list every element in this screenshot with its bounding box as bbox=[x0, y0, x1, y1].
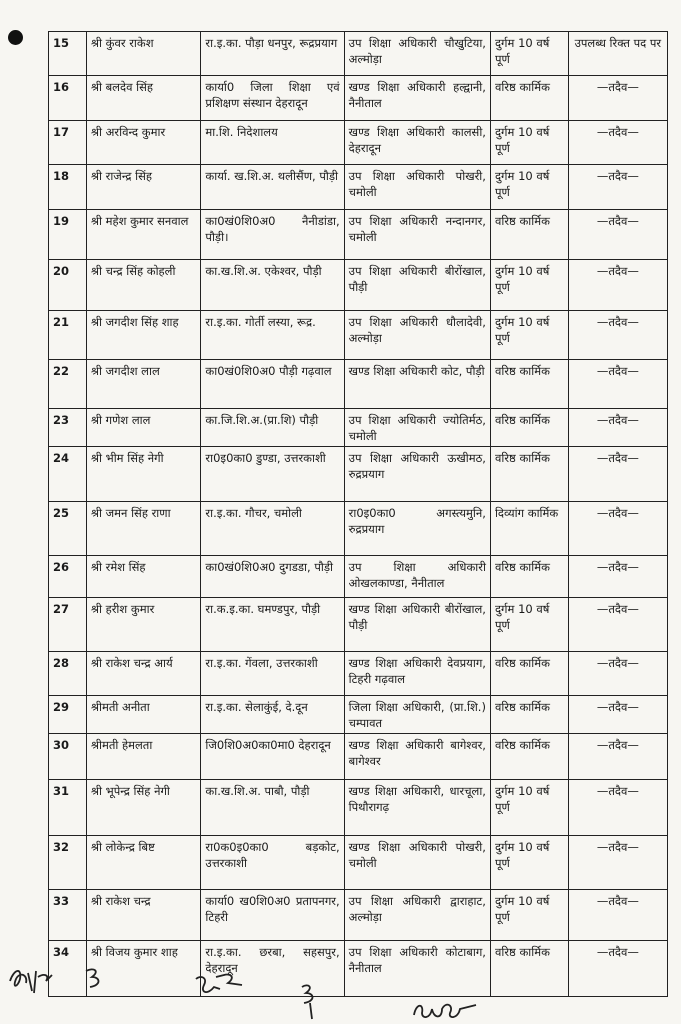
current-posting-cell: कार्या. ख.शि.अ. थलीसैंण, पौड़ी bbox=[201, 165, 344, 210]
serial-number-cell: 15 bbox=[49, 32, 87, 76]
officer-name-cell: श्री गणेश लाल bbox=[86, 409, 201, 447]
table-row bbox=[49, 409, 668, 447]
current-posting-cell: का.जि.शि.अ.(प्रा.शि) पौड़ी bbox=[201, 409, 344, 447]
current-posting-cell: रा.क.इ.का. घमण्डपुर, पौड़ी bbox=[201, 598, 344, 652]
serial-number-cell: 20 bbox=[49, 260, 87, 311]
table-row bbox=[49, 734, 668, 780]
table-row bbox=[49, 890, 668, 941]
category-cell: वरिष्ठ कार्मिक bbox=[490, 76, 568, 121]
remark-cell: —तदैव— bbox=[568, 890, 667, 941]
category-cell: दुर्गम 10 वर्ष पूर्ण bbox=[490, 890, 568, 941]
remark-cell: —तदैव— bbox=[568, 311, 667, 360]
category-cell: दुर्गम 10 वर्ष पूर्ण bbox=[490, 780, 568, 836]
category-cell: दुर्गम 10 वर्ष पूर्ण bbox=[490, 311, 568, 360]
table-row bbox=[49, 260, 668, 311]
remark-cell: —तदैव— bbox=[568, 121, 667, 165]
new-posting-cell: उप शिक्षा अधिकारी बीरोंखाल, पौड़ी bbox=[344, 260, 490, 311]
serial-number-cell: 21 bbox=[49, 311, 87, 360]
table-row bbox=[49, 836, 668, 890]
category-cell: दुर्गम 10 वर्ष पूर्ण bbox=[490, 32, 568, 76]
new-posting-cell: खण्ड शिक्षा अधिकारी बीरोंखाल, पौड़ी bbox=[344, 598, 490, 652]
serial-number-cell: 29 bbox=[49, 696, 87, 734]
current-posting-cell: का.ख.शि.अ. पाबौ, पौड़ी bbox=[201, 780, 344, 836]
category-cell: वरिष्ठ कार्मिक bbox=[490, 447, 568, 502]
category-cell: वरिष्ठ कार्मिक bbox=[490, 696, 568, 734]
current-posting-cell: कार्या0 ख0शि0अ0 प्रतापनगर, टिहरी bbox=[201, 890, 344, 941]
table-row bbox=[49, 556, 668, 598]
officer-name-cell: श्री भीम सिंह नेगी bbox=[86, 447, 201, 502]
remark-cell: उपलब्ध रिक्त पद पर bbox=[568, 32, 667, 76]
category-cell: वरिष्ठ कार्मिक bbox=[490, 941, 568, 997]
table-row bbox=[49, 502, 668, 556]
serial-number-cell: 18 bbox=[49, 165, 87, 210]
category-cell: दुर्गम 10 वर्ष पूर्ण bbox=[490, 165, 568, 210]
current-posting-cell: रा.इ.का. सेलाकुंई, दे.दून bbox=[201, 696, 344, 734]
remark-cell: —तदैव— bbox=[568, 556, 667, 598]
serial-number-cell: 19 bbox=[49, 210, 87, 260]
signature-area bbox=[0, 955, 681, 1024]
signature-1 bbox=[6, 961, 76, 1001]
table-row bbox=[49, 32, 668, 76]
category-cell: वरिष्ठ कार्मिक bbox=[490, 556, 568, 598]
category-cell: वरिष्ठ कार्मिक bbox=[490, 360, 568, 409]
officer-name-cell: श्री कुंवर राकेश bbox=[86, 32, 201, 76]
serial-number-cell: 22 bbox=[49, 360, 87, 409]
officer-name-cell: श्री राकेश चन्द्र आर्य bbox=[86, 652, 201, 696]
serial-number-cell: 30 bbox=[49, 734, 87, 780]
new-posting-cell: खण्ड शिक्षा अधिकारी कोट, पौड़ी bbox=[344, 360, 490, 409]
signature-3 bbox=[190, 969, 250, 1003]
officer-name-cell: श्री बलदेव सिंह bbox=[86, 76, 201, 121]
current-posting-cell: रा.इ.का. पौड़ा धनपुर, रूद्रप्रयाग bbox=[201, 32, 344, 76]
current-posting-cell: रा.इ.का. गौचर, चमोली bbox=[201, 502, 344, 556]
new-posting-cell: खण्ड शिक्षा अधिकारी बागेश्वर, बागेश्वर bbox=[344, 734, 490, 780]
remark-cell: —तदैव— bbox=[568, 260, 667, 311]
officer-name-cell: श्री जगदीश सिंह शाह bbox=[86, 311, 201, 360]
officer-name-cell: श्री जगदीश लाल bbox=[86, 360, 201, 409]
serial-number-cell: 34 bbox=[49, 941, 87, 997]
current-posting-cell: जि0शि0अ0का0मा0 देहरादून bbox=[201, 734, 344, 780]
officer-name-cell: श्री भूपेन्द्र सिंह नेगी bbox=[86, 780, 201, 836]
table-row bbox=[49, 311, 668, 360]
new-posting-cell: खण्ड शिक्षा अधिकारी देवप्रयाग, टिहरी गढ़वाल bbox=[344, 652, 490, 696]
remark-cell: —तदैव— bbox=[568, 502, 667, 556]
table-row bbox=[49, 121, 668, 165]
category-cell: दिव्यांग कार्मिक bbox=[490, 502, 568, 556]
current-posting-cell: का0खं0शि0अ0 पौड़ी गढ़वाल bbox=[201, 360, 344, 409]
officer-name-cell: श्री चन्द्र सिंह कोहली bbox=[86, 260, 201, 311]
table-row bbox=[49, 696, 668, 734]
signature-2 bbox=[80, 963, 110, 993]
remark-cell: —तदैव— bbox=[568, 447, 667, 502]
new-posting-cell: जिला शिक्षा अधिकारी, (प्रा.शि.) चम्पावत bbox=[344, 696, 490, 734]
remark-cell: —तदैव— bbox=[568, 652, 667, 696]
serial-number-cell: 28 bbox=[49, 652, 87, 696]
current-posting-cell: रा.इ.का. गोर्ती लस्या, रूद्र. bbox=[201, 311, 344, 360]
new-posting-cell: उप शिक्षा अधिकारी चौखुटिया, अल्मोड़ा bbox=[344, 32, 490, 76]
table-row bbox=[49, 165, 668, 210]
table-row bbox=[49, 360, 668, 409]
officer-name-cell: श्री जमन सिंह राणा bbox=[86, 502, 201, 556]
new-posting-cell: खण्ड शिक्षा अधिकारी हल्द्वानी, नैनीताल bbox=[344, 76, 490, 121]
officer-name-cell: श्री हरीश कुमार bbox=[86, 598, 201, 652]
current-posting-cell: मा.शि. निदेशालय bbox=[201, 121, 344, 165]
current-posting-cell: रा.इ.का. गेंवला, उत्तरकाशी bbox=[201, 652, 344, 696]
current-posting-cell: का0खं0शि0अ0 नैनीडांडा, पौड़ी। bbox=[201, 210, 344, 260]
category-cell: दुर्गम 10 वर्ष पूर्ण bbox=[490, 260, 568, 311]
new-posting-cell: उप शिक्षा अधिकारी धौलादेवी, अल्मोड़ा bbox=[344, 311, 490, 360]
category-cell: दुर्गम 10 वर्ष पूर्ण bbox=[490, 598, 568, 652]
punch-hole bbox=[8, 30, 23, 45]
remark-cell: —तदैव— bbox=[568, 598, 667, 652]
table-row bbox=[49, 210, 668, 260]
officer-name-cell: श्री अरविन्द कुमार bbox=[86, 121, 201, 165]
serial-number-cell: 25 bbox=[49, 502, 87, 556]
officer-name-cell: श्री रमेश सिंह bbox=[86, 556, 201, 598]
officer-name-cell: श्री विजय कुमार शाह bbox=[86, 941, 201, 997]
serial-number-cell: 24 bbox=[49, 447, 87, 502]
category-cell: वरिष्ठ कार्मिक bbox=[490, 734, 568, 780]
current-posting-cell: का0खं0शि0अ0 दुगडडा, पौड़ी bbox=[201, 556, 344, 598]
new-posting-cell: खण्ड शिक्षा अधिकारी कालसी, देहरादून bbox=[344, 121, 490, 165]
new-posting-cell: उप शिक्षा अधिकारी नन्दानगर, चमोली bbox=[344, 210, 490, 260]
remark-cell: —तदैव— bbox=[568, 210, 667, 260]
new-posting-cell: उप शिक्षा अधिकारी ऊखीमठ, रुद्रप्रयाग bbox=[344, 447, 490, 502]
officer-name-cell: श्री महेश कुमार सनवाल bbox=[86, 210, 201, 260]
remark-cell: —तदैव— bbox=[568, 360, 667, 409]
serial-number-cell: 27 bbox=[49, 598, 87, 652]
serial-number-cell: 32 bbox=[49, 836, 87, 890]
remark-cell: —तदैव— bbox=[568, 165, 667, 210]
new-posting-cell: उप शिक्षा अधिकारी द्वाराहाट, अल्मोड़ा bbox=[344, 890, 490, 941]
new-posting-cell: उप शिक्षा अधिकारी कोटाबाग, नैनीताल bbox=[344, 941, 490, 997]
current-posting-cell: रा0इ0का0 डुण्डा, उत्तरकाशी bbox=[201, 447, 344, 502]
new-posting-cell: उप शिक्षा अधिकारी ओखलकाण्डा, नैनीताल bbox=[344, 556, 490, 598]
table-row bbox=[49, 598, 668, 652]
table-row bbox=[49, 447, 668, 502]
serial-number-cell: 26 bbox=[49, 556, 87, 598]
remark-cell: —तदैव— bbox=[568, 780, 667, 836]
category-cell: दुर्गम 10 वर्ष पूर्ण bbox=[490, 836, 568, 890]
serial-number-cell: 33 bbox=[49, 890, 87, 941]
current-posting-cell: का.ख.शि.अ. एकेश्वर, पौड़ी bbox=[201, 260, 344, 311]
remark-cell: —तदैव— bbox=[568, 836, 667, 890]
category-cell: दुर्गम 10 वर्ष पूर्ण bbox=[490, 121, 568, 165]
category-cell: वरिष्ठ कार्मिक bbox=[490, 210, 568, 260]
signature-4 bbox=[292, 981, 326, 1021]
serial-number-cell: 31 bbox=[49, 780, 87, 836]
signature-5 bbox=[410, 995, 480, 1024]
serial-number-cell: 16 bbox=[49, 76, 87, 121]
remark-cell: —तदैव— bbox=[568, 734, 667, 780]
remark-cell: —तदैव— bbox=[568, 941, 667, 997]
new-posting-cell: उप शिक्षा अधिकारी ज्योतिर्मठ, चमोली bbox=[344, 409, 490, 447]
officer-name-cell: श्री राकेश चन्द्र bbox=[86, 890, 201, 941]
officer-name-cell: श्रीमती हेमलता bbox=[86, 734, 201, 780]
category-cell: वरिष्ठ कार्मिक bbox=[490, 409, 568, 447]
officer-name-cell: श्री राजेन्द्र सिंह bbox=[86, 165, 201, 210]
new-posting-cell: उप शिक्षा अधिकारी पोखरी, चमोली bbox=[344, 165, 490, 210]
transfer-table bbox=[48, 31, 668, 997]
remark-cell: —तदैव— bbox=[568, 696, 667, 734]
new-posting-cell: खण्ड शिक्षा अधिकारी, धारचूला, पिथौरागढ़ bbox=[344, 780, 490, 836]
table-row bbox=[49, 780, 668, 836]
serial-number-cell: 17 bbox=[49, 121, 87, 165]
table-row bbox=[49, 76, 668, 121]
current-posting-cell: रा.इ.का. छरबा, सहसपुर, देहरादून bbox=[201, 941, 344, 997]
table-body bbox=[49, 32, 668, 997]
new-posting-cell: खण्ड शिक्षा अधिकारी पोखरी, चमोली bbox=[344, 836, 490, 890]
officer-name-cell: श्री लोकेन्द्र बिष्ट bbox=[86, 836, 201, 890]
table-row bbox=[49, 652, 668, 696]
remark-cell: —तदैव— bbox=[568, 409, 667, 447]
remark-cell: —तदैव— bbox=[568, 76, 667, 121]
current-posting-cell: कार्या0 जिला शिक्षा एवं प्रशिक्षण संस्थान देहरादून bbox=[201, 76, 344, 121]
new-posting-cell: रा0इ0का0 अगस्त्यमुनि, रुद्रप्रयाग bbox=[344, 502, 490, 556]
category-cell: वरिष्ठ कार्मिक bbox=[490, 652, 568, 696]
current-posting-cell: रा0क0इ0का0 बड़कोट, उत्तरकाशी bbox=[201, 836, 344, 890]
officer-name-cell: श्रीमती अनीता bbox=[86, 696, 201, 734]
serial-number-cell: 23 bbox=[49, 409, 87, 447]
